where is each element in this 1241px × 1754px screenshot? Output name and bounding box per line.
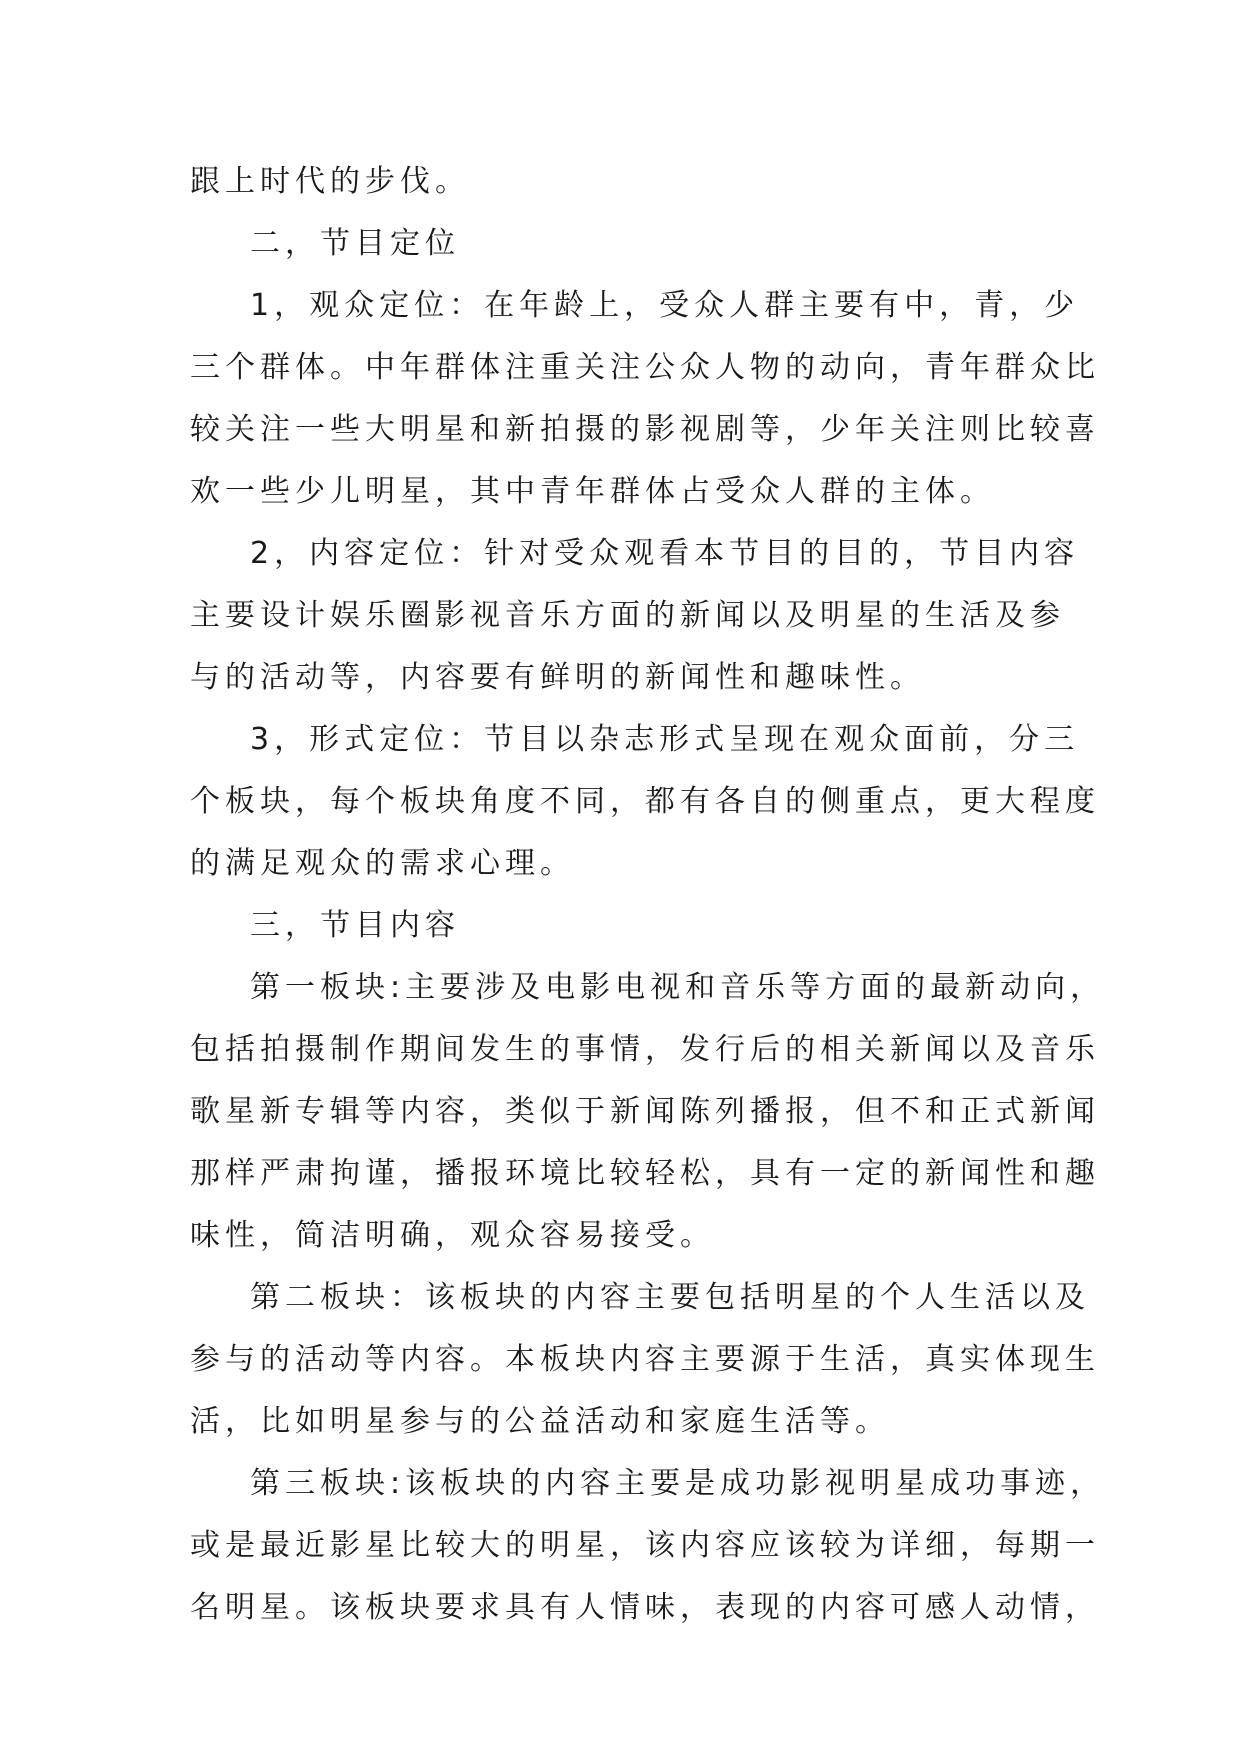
text-line: 3，形式定位：节目以杂志形式呈现在观众面前，分三 (250, 722, 1080, 757)
text-line: 第二板块：该板块的内容主要包括明星的个人生活以及 (250, 1280, 1090, 1315)
text-line: 第三板块:该板块的内容主要是成功影视明星成功事迹， (250, 1466, 1106, 1501)
text-line: 第一板块:主要涉及电影电视和音乐等方面的最新动向， (250, 970, 1106, 1005)
text-line: 包括拍摄制作期间发生的事情，发行后的相关新闻以及音乐 (190, 1032, 1100, 1067)
text-line: 与的活动等，内容要有鲜明的新闻性和趣味性。 (190, 660, 925, 695)
text-line: 三个群体。中年群体注重关注公众人物的动向，青年群众比 (190, 350, 1100, 385)
text-line: 味性，简洁明确，观众容易接受。 (190, 1218, 715, 1253)
text-line: 欢一些少儿明星，其中青年群体占受众人群的主体。 (190, 474, 995, 509)
text-line: 或是最近影星比较大的明星，该内容应该较为详细，每期一 (190, 1528, 1100, 1563)
text-line: 1，观众定位：在年龄上，受众人群主要有中，青，少 (250, 288, 1080, 323)
section-heading: 三，节目内容 (250, 908, 460, 943)
text-line: 主要设计娱乐圈影视音乐方面的新闻以及明星的生活及参 (190, 598, 1065, 633)
text-line: 那样严肃拘谨，播报环境比较轻松，具有一定的新闻性和趣 (190, 1156, 1100, 1191)
text-line: 2，内容定位：针对受众观看本节目的目的，节目内容 (250, 536, 1080, 571)
text-line: 活，比如明星参与的公益活动和家庭生活等。 (190, 1404, 890, 1439)
text-line: 歌星新专辑等内容，类似于新闻陈列播报，但不和正式新闻 (190, 1094, 1100, 1129)
text-line: 个板块，每个板块角度不同，都有各自的侧重点，更大程度 (190, 784, 1100, 819)
text-line: 参与的活动等内容。本板块内容主要源于生活，真实体现生 (190, 1342, 1100, 1377)
text-line: 的满足观众的需求心理。 (190, 846, 575, 881)
text-line: 名明星。该板块要求具有人情味，表现的内容可感人动情， (190, 1590, 1100, 1625)
text-line: 较关注一些大明星和新拍摄的影视剧等，少年关注则比较喜 (190, 412, 1100, 447)
section-heading: 二，节目定位 (250, 226, 460, 261)
text-line: 跟上时代的步伐。 (190, 164, 470, 199)
